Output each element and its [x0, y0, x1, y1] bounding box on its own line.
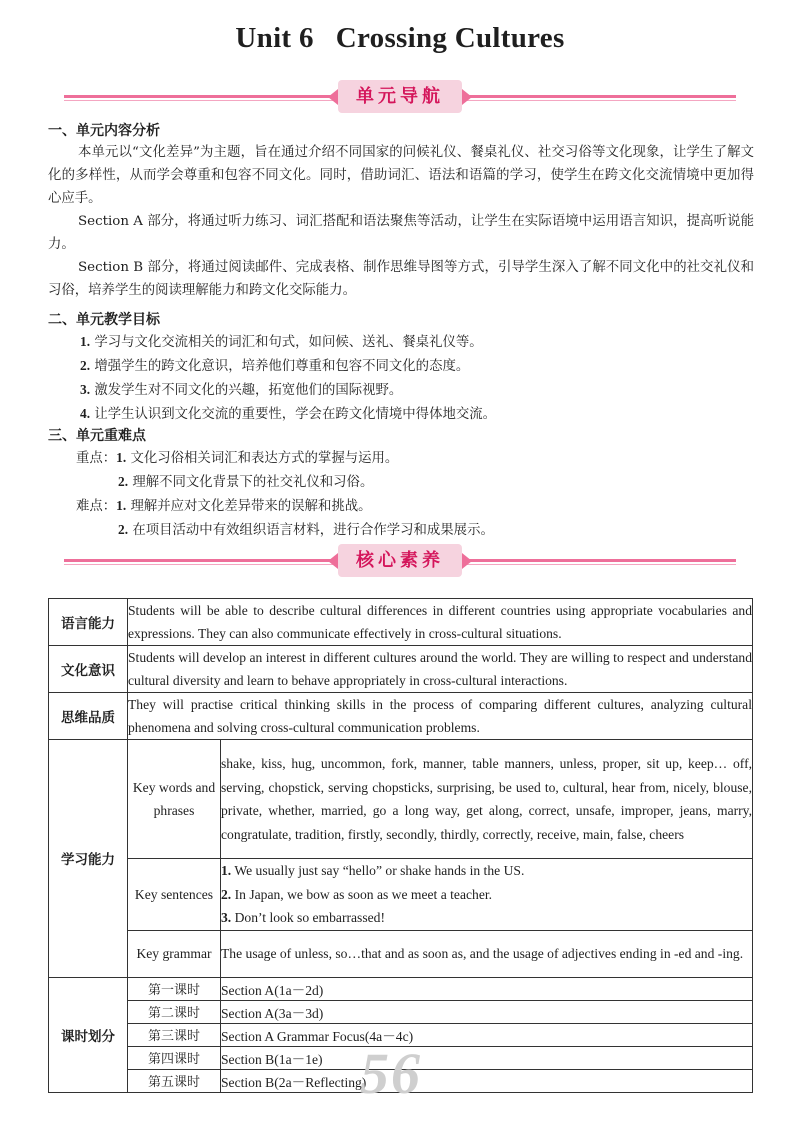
key-words-content: shake, kiss, hug, uncommon, fork, manner, table manners, unless, proper, sit up, keep… off, serving, chopstick, serving chopsticks, surprising, be used to, cultural, hear from, nicely, blouse, private, whether, married, go a long way, get along, correct, unsafe, improper, jeans, marry, congratulate, tradition, firstly, secondly, thirdly, correctly, receive, main, false, cheers: [221, 740, 753, 859]
table-row: [49, 740, 753, 859]
core-literacy-label: 核心素养: [338, 544, 462, 577]
goal-item: 1. 学习与文化交流相关的词汇和句式，如问候、送礼、餐桌礼仪等。: [80, 334, 483, 350]
unit-guide-label: 单元导航: [338, 80, 462, 113]
category-language: 语言能力: [49, 599, 128, 646]
thinking-description: They will practise critical thinking skills in the process of comparing different cultures, analyzing cultural phenomena and solving cross-cultural communication problems.: [128, 693, 753, 740]
unit-guide-banner: [64, 80, 736, 114]
goal-item: 3. 激发学生对不同文化的兴趣，拓宽他们的国际视野。: [80, 382, 403, 398]
table-row: [49, 599, 753, 646]
table-row: [49, 1000, 753, 1023]
table-row: [49, 859, 753, 931]
goal-item: 4. 让学生认识到文化交流的重要性，学会在跨文化情境中得体地交流。: [80, 406, 497, 422]
goal-item: 2. 增强学生的跨文化意识，培养他们尊重和包容不同文化的态度。: [80, 358, 470, 374]
table-row: [49, 930, 753, 977]
lesson-period: 第三课时: [128, 1023, 221, 1046]
key-sentences-label: Key sentences: [128, 859, 221, 931]
table-row: [49, 693, 753, 740]
core-literacy-table: [48, 598, 753, 1093]
unit-name: Crossing Cultures: [335, 22, 565, 54]
lesson-content: Section A(1a－2d): [221, 977, 753, 1000]
lesson-content: Section A Grammar Focus(4a－4c): [221, 1023, 753, 1046]
table-row: [49, 977, 753, 1000]
lesson-content: Section A(3a－3d): [221, 1000, 753, 1023]
analysis-heading: 一、单元内容分析: [48, 123, 160, 139]
lesson-period: 第二课时: [128, 1000, 221, 1023]
culture-description: Students will develop an interest in different cultures around the world. They are willing to respect and understand cultural diversity and learn to behave appropriately in cross-cultural interactions.: [128, 646, 753, 693]
core-literacy-banner: [64, 544, 736, 578]
category-schedule: 课时划分: [49, 977, 128, 1092]
unit-number: Unit 6: [235, 22, 314, 54]
goals-heading: 二、单元教学目标: [48, 312, 160, 328]
hard-label: 难点：: [76, 499, 117, 514]
key-words-label: Key words and phrases: [128, 740, 221, 859]
key-sentences-content: [221, 859, 753, 931]
key-label: 重点：: [76, 451, 117, 466]
unit-title: [0, 22, 800, 55]
lesson-period: 第五课时: [128, 1069, 221, 1092]
lesson-content: Section B(2a－Reflecting): [221, 1069, 753, 1092]
hard-point-2: 2. 在项目活动中有效组织语言材料，进行合作学习和成果展示。: [118, 522, 494, 538]
key-sentence: 3. Don’t look so embarrassed!: [221, 910, 385, 925]
category-culture: 文化意识: [49, 646, 128, 693]
key-point-1: 重点：1. 文化习俗相关词汇和表达方式的掌握与运用。: [76, 450, 399, 466]
analysis-paragraph-3: Section B 部分，将通过阅读邮件、完成表格、制作思维导图等方式，引导学生深入了解不同文化中的社交礼仪和习俗，培养学生的阅读理解能力和跨文化交际能力。: [48, 260, 754, 298]
key-point-2: 2. 理解不同文化背景下的社交礼仪和习俗。: [118, 474, 374, 490]
lesson-period: 第四课时: [128, 1046, 221, 1069]
lesson-period: 第一课时: [128, 977, 221, 1000]
page-number: 56: [360, 1041, 422, 1106]
table-row: [49, 646, 753, 693]
keypoints-heading: 三、单元重难点: [48, 428, 146, 444]
language-description: Students will be able to describe cultural differences in different countries using appropriate vocabularies and expressions. They can also communicate effectively in cross-cultural situations.: [128, 599, 753, 646]
key-sentence: 1. We usually just say “hello” or shake hands in the US.: [221, 863, 525, 878]
category-thinking: 思维品质: [49, 693, 128, 740]
lesson-content: Section B(1a－1e): [221, 1046, 753, 1069]
key-grammar-content: The usage of unless, so…that and as soon as, and the usage of adjectives ending in -ed and -ing.: [221, 930, 753, 977]
hard-point-1: 难点：1. 理解并应对文化差异带来的误解和挑战。: [76, 498, 372, 514]
analysis-paragraph-1: 本单元以“文化差异”为主题，旨在通过介绍不同国家的问候礼仪、餐桌礼仪、社交习俗等文化现象，让学生了解文化的多样性，从而学会尊重和包容不同文化。同时，借助词汇、语法和语篇的学习，使学生在跨文化交流情境中更加得心应手。: [48, 145, 754, 206]
key-grammar-label: Key grammar: [128, 930, 221, 977]
analysis-paragraph-2: Section A 部分，将通过听力练习、词汇搭配和语法聚焦等活动，让学生在实际语境中运用语言知识，提高听说能力。: [48, 214, 754, 252]
key-sentence: 2. In Japan, we bow as soon as we meet a teacher.: [221, 886, 493, 902]
category-learning: 学习能力: [49, 740, 128, 978]
